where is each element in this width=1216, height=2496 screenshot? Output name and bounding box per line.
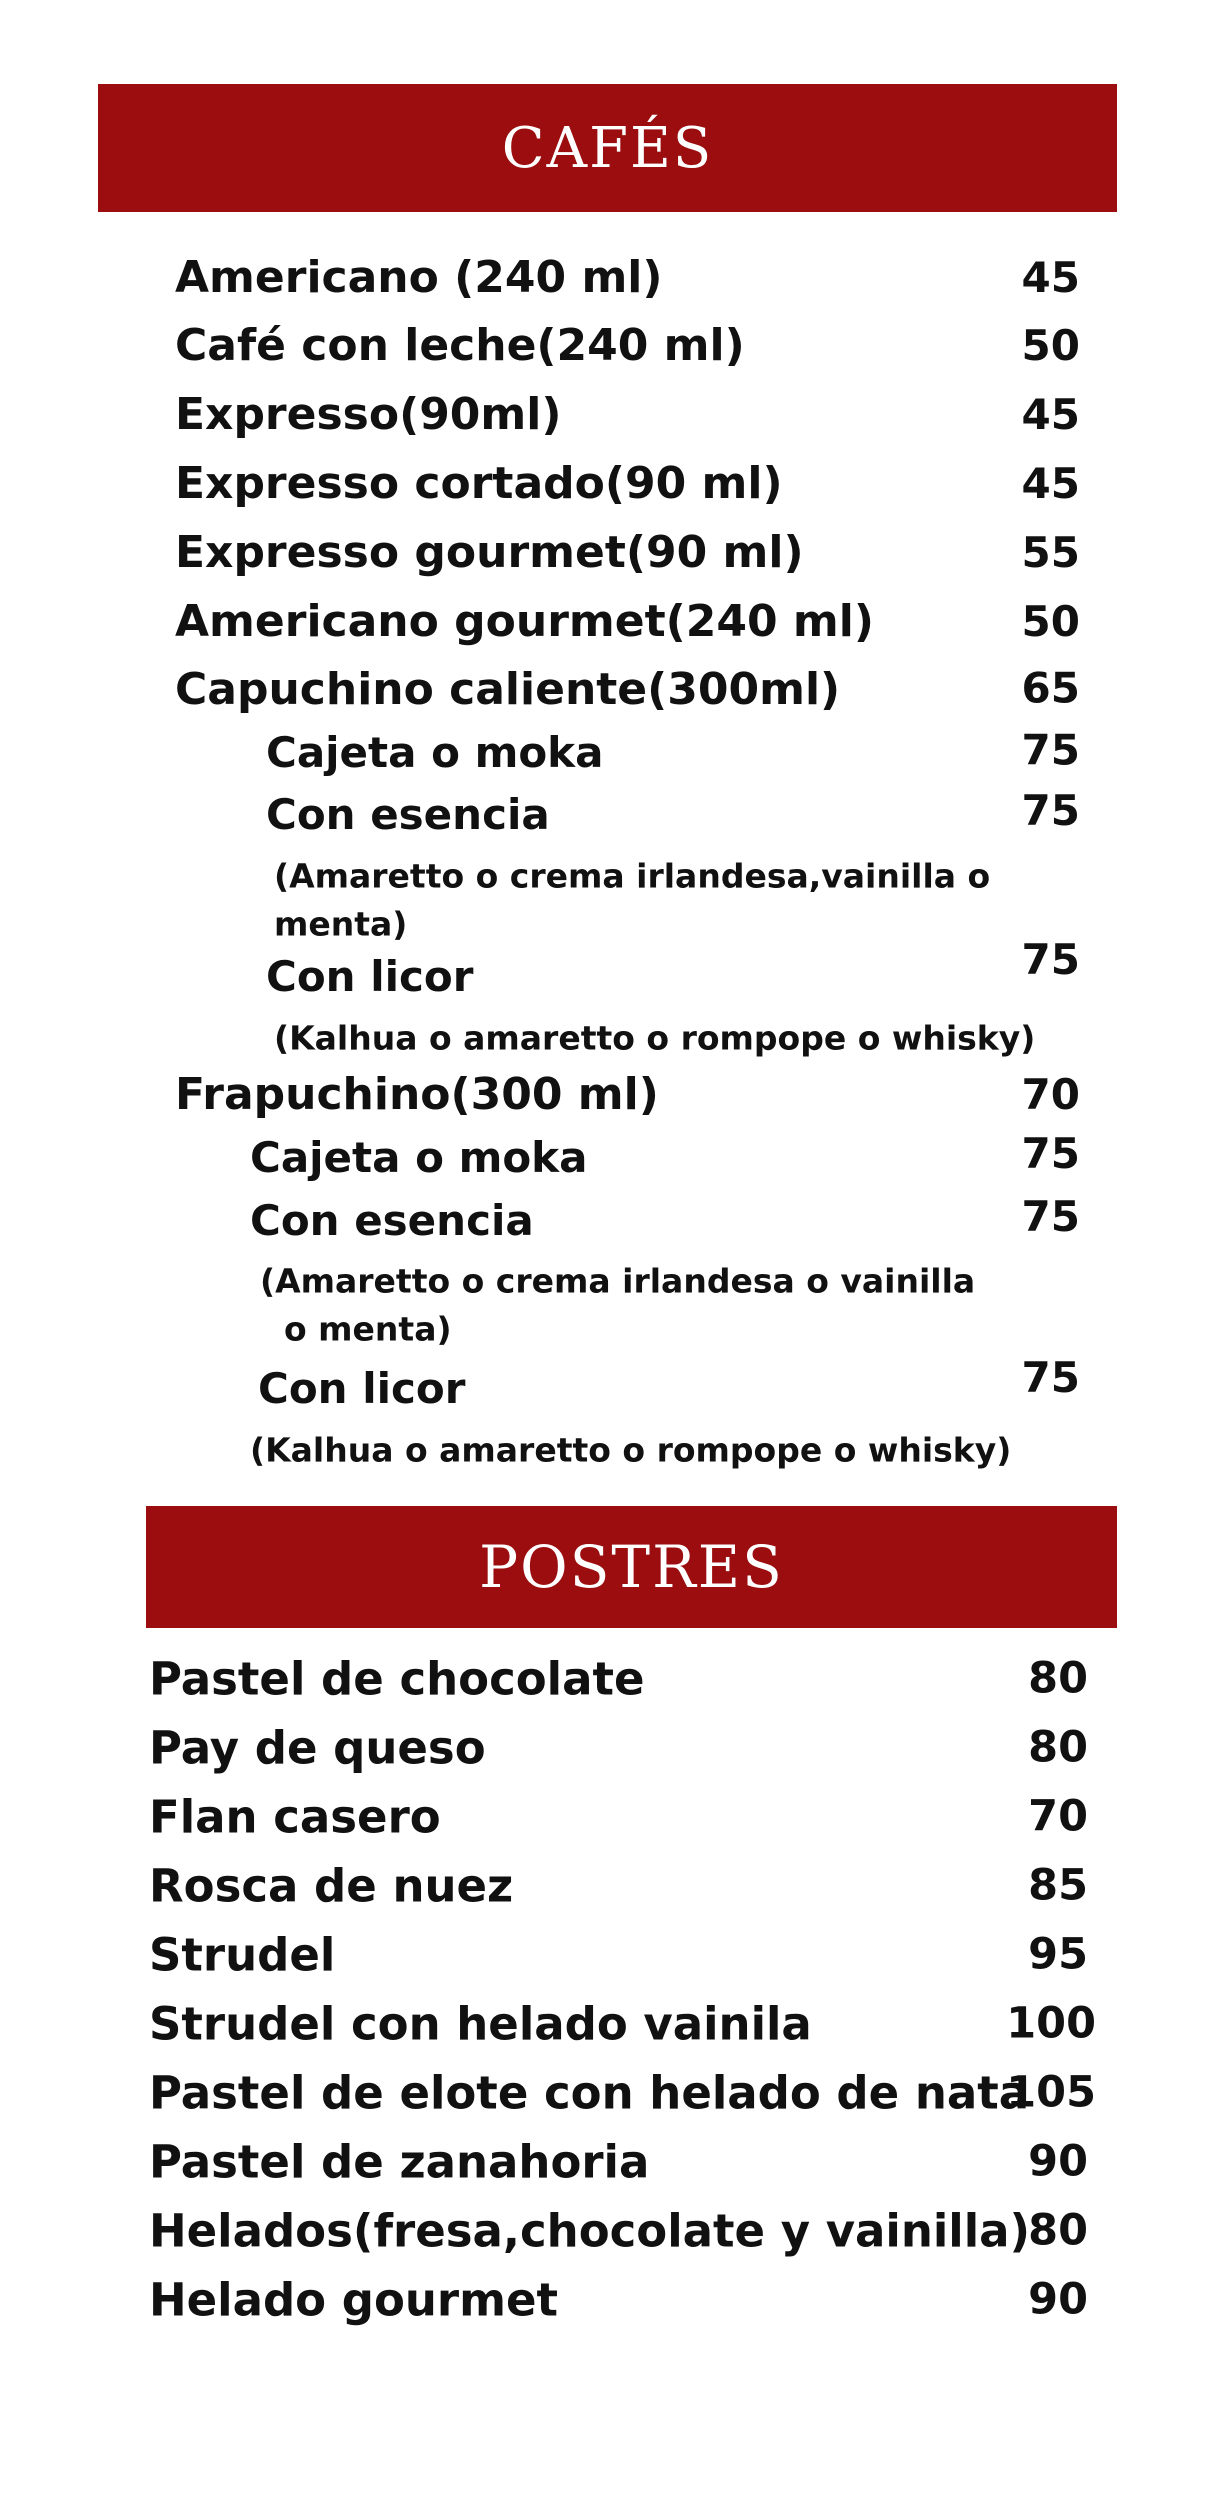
item-price: 75 xyxy=(1021,1128,1080,1178)
item-name: Flan casero xyxy=(149,1790,441,1844)
item-name: Expresso gourmet(90 ml) xyxy=(175,527,804,578)
item-name: Pastel de zanahoria xyxy=(149,2135,650,2189)
item-price: 75 xyxy=(1021,1353,1080,1402)
item-name: Pay de queso xyxy=(149,1721,486,1775)
item-note: (Kalhua o amaretto o rompope o whisky) xyxy=(274,1018,1036,1058)
item-price: 75 xyxy=(1021,935,1080,984)
item-name: Capuchino caliente(300ml) xyxy=(175,664,841,715)
item-name: Con licor xyxy=(266,952,474,1001)
postres-section-header xyxy=(146,1506,1117,1628)
item-price: 65 xyxy=(1021,663,1080,713)
item-price: 50 xyxy=(1021,597,1080,646)
item-note: o menta) xyxy=(284,1309,452,1349)
item-price: 95 xyxy=(1028,1929,1088,1980)
item-price: 90 xyxy=(1028,2274,1088,2325)
item-price: 100 xyxy=(1006,1998,1096,2049)
item-name: Con esencia xyxy=(266,790,550,839)
item-note: menta) xyxy=(274,904,408,944)
item-price: 70 xyxy=(1028,1791,1088,1842)
postres-title: POSTRES xyxy=(479,1533,784,1601)
item-name: Strudel con helado vainila xyxy=(149,1997,812,2051)
item-name: Pastel de chocolate xyxy=(149,1652,645,1706)
item-name: Con licor xyxy=(258,1364,466,1413)
item-price: 50 xyxy=(1021,321,1080,370)
item-price: 75 xyxy=(1021,1191,1080,1241)
item-price: 105 xyxy=(1006,2067,1096,2118)
item-price: 80 xyxy=(1028,1722,1088,1773)
item-price: 45 xyxy=(1021,253,1080,302)
item-price: 45 xyxy=(1021,390,1080,439)
item-name: Café con leche(240 ml) xyxy=(175,320,745,371)
cafes-section-header xyxy=(98,84,1117,212)
item-price: 70 xyxy=(1021,1070,1080,1119)
item-price: 85 xyxy=(1028,1860,1088,1911)
item-price: 90 xyxy=(1028,2136,1088,2187)
item-name: Helado gourmet xyxy=(149,2273,559,2327)
item-name: Rosca de nuez xyxy=(149,1859,514,1913)
item-note: (Kalhua o amaretto o rompope o whisky) xyxy=(250,1430,1012,1470)
item-name: Cajeta o moka xyxy=(266,728,604,777)
item-price: 75 xyxy=(1021,725,1080,775)
item-note: (Amaretto o crema irlandesa o vainilla xyxy=(260,1261,976,1301)
item-price: 80 xyxy=(1028,1653,1088,1704)
item-name: Pastel de elote con helado de nata xyxy=(149,2066,1030,2120)
item-name: Americano (240 ml) xyxy=(175,252,663,303)
item-price: 80 xyxy=(1028,2205,1088,2256)
item-name: Expresso cortado(90 ml) xyxy=(175,458,783,509)
item-note: (Amaretto o crema irlandesa,vainilla o xyxy=(274,856,991,896)
item-price: 55 xyxy=(1021,528,1080,577)
item-name: Cajeta o moka xyxy=(250,1133,588,1182)
cafes-title: CAFÉS xyxy=(501,115,714,181)
item-name: Expresso(90ml) xyxy=(175,389,562,440)
item-name: Con esencia xyxy=(250,1196,534,1245)
item-name: Strudel xyxy=(149,1928,336,1982)
item-name: Frapuchino(300 ml) xyxy=(175,1069,659,1120)
item-name: Helados(fresa,chocolate y vainilla) xyxy=(149,2204,1031,2258)
item-price: 75 xyxy=(1021,785,1080,835)
item-name: Americano gourmet(240 ml) xyxy=(175,596,874,647)
item-price: 45 xyxy=(1021,459,1080,508)
